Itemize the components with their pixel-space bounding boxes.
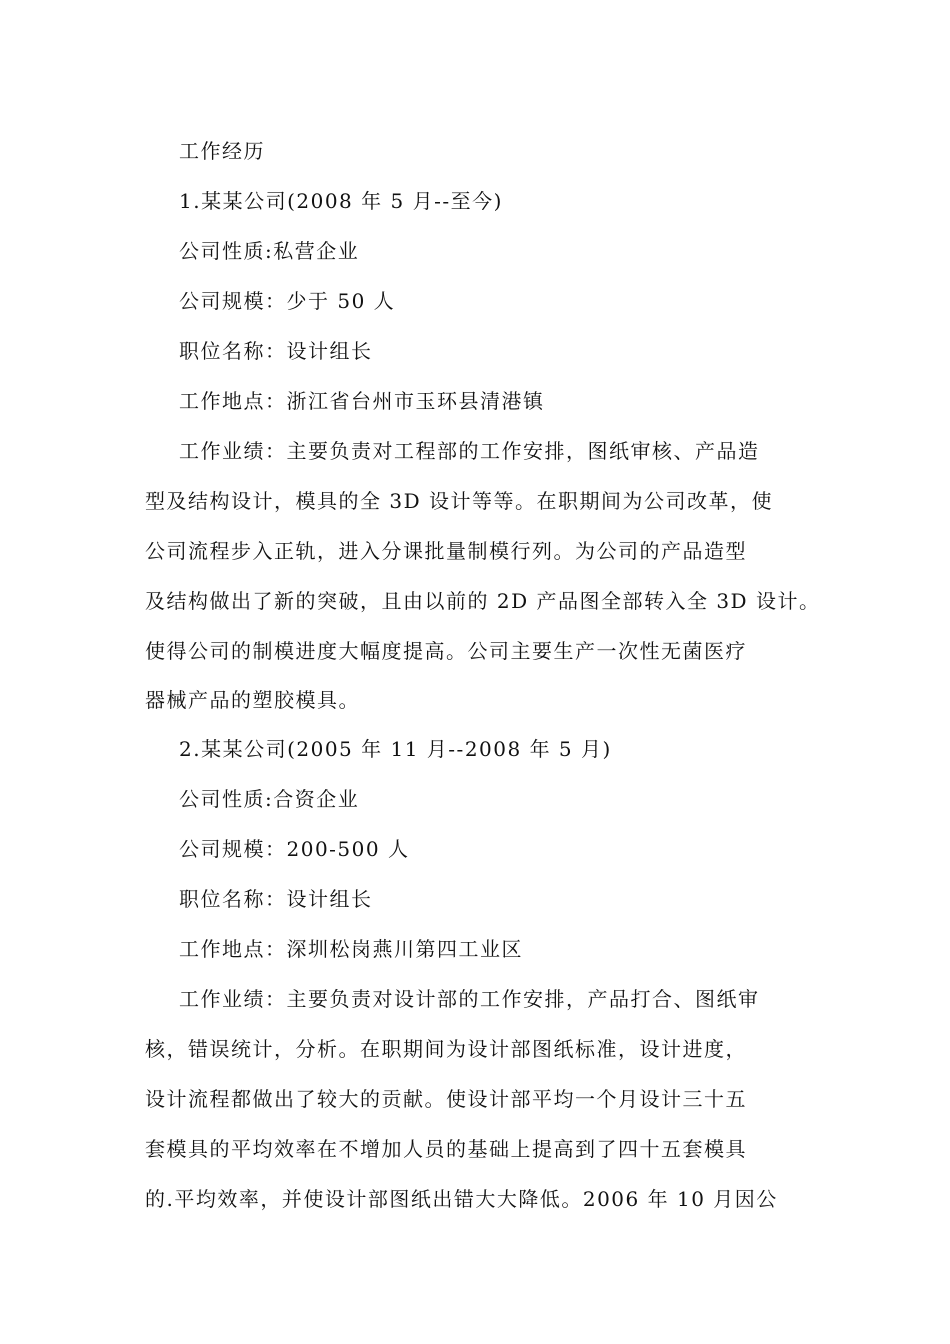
- job-1-nature: 公司性质:私营企业: [179, 239, 360, 263]
- job-1-location: 工作地点：浙江省台州市玉环县清港镇: [179, 389, 545, 413]
- job-1-position: 职位名称：设计组长: [179, 339, 373, 363]
- job-2-achievement-line: 核，错误统计，分析。在职期间为设计部图纸标准，设计进度，: [145, 1037, 747, 1061]
- job-2-achievement-line: 工作业绩：主要负责对设计部的工作安排，产品打合、图纸审: [179, 987, 760, 1011]
- job-1-achievement-line: 使得公司的制模进度大幅度提高。公司主要生产一次性无菌医疗: [145, 639, 747, 663]
- job-2-location: 工作地点：深圳松岗燕川第四工业区: [179, 937, 523, 961]
- job-2-achievement-line: 的.平均效率，并使设计部图纸出错大大降低。2006 年 10 月因公: [145, 1187, 778, 1211]
- job-1-achievement-line: 及结构做出了新的突破，且由以前的 2D 产品图全部转入全 3D 设计。: [145, 589, 821, 613]
- job-2-achievement-line: 套模具的平均效率在不增加人员的基础上提高到了四十五套模具: [145, 1137, 747, 1161]
- job-2-scale: 公司规模：200-500 人: [179, 837, 410, 861]
- section-title: 工作经历: [179, 139, 265, 163]
- job-1-achievement-line: 工作业绩：主要负责对工程部的工作安排，图纸审核、产品造: [179, 439, 760, 463]
- job-1-achievement-line: 型及结构设计，模具的全 3D 设计等等。在职期间为公司改革，使: [145, 489, 773, 513]
- job-2-heading: 2.某某公司(2005 年 11 月--2008 年 5 月): [179, 737, 612, 761]
- job-2-position: 职位名称：设计组长: [179, 887, 373, 911]
- job-2-nature: 公司性质:合资企业: [179, 787, 360, 811]
- job-1-scale: 公司规模：少于 50 人: [179, 289, 396, 313]
- job-2-achievement-line: 设计流程都做出了较大的贡献。使设计部平均一个月设计三十五: [145, 1087, 747, 1111]
- job-1-heading: 1.某某公司(2008 年 5 月--至今): [179, 189, 503, 213]
- job-1-achievement-line: 公司流程步入正轨，进入分课批量制模行列。为公司的产品造型: [145, 539, 747, 563]
- job-1-achievement-line: 器械产品的塑胶模具。: [145, 688, 360, 712]
